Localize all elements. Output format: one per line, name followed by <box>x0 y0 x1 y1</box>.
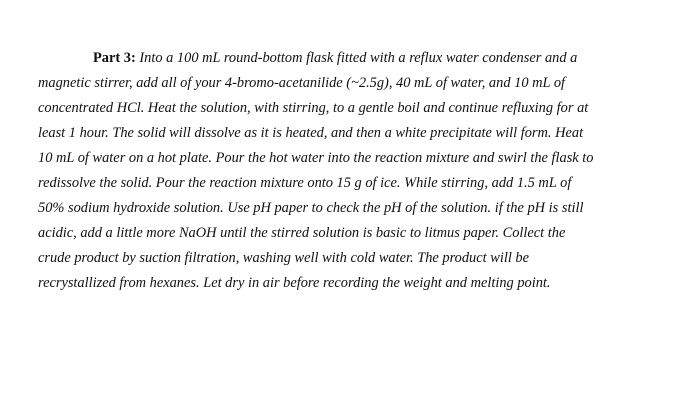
paragraph-line-2: magnetic stirrer, add all of your 4-bromo-acetanilide (~2.5g), 40 mL of water, and 10 mL of <box>38 75 566 91</box>
paragraph-line-1 <box>38 46 678 71</box>
paragraph-line-8: acidic, add a little more NaOH until the stirred solution is basic to litmus paper. Collect the <box>38 225 566 241</box>
paragraph-line-9: crude product by suction filtration, washing well with cold water. The product will be <box>38 250 529 266</box>
paragraph-line-1-text: Into a 100 mL round-bottom flask fitted with a reflux water condenser and a <box>135 50 578 66</box>
paragraph-line-3: concentrated HCl. Heat the solution, with stirring, to a gentle boil and continue refluxing for at <box>38 100 589 116</box>
paragraph-line-4: least 1 hour. The solid will dissolve as it is heated, and then a white precipitate will form. Heat <box>38 125 584 141</box>
paragraph-line-7: 50% sodium hydroxide solution. Use pH paper to check the pH of the solution. if the pH is still <box>38 200 584 216</box>
procedure-paragraph <box>38 46 678 296</box>
part-label: Part 3: <box>93 50 136 66</box>
paragraph-line-10: recrystallized from hexanes. Let dry in air before recording the weight and melting point. <box>38 275 551 291</box>
paragraph-line-6: redissolve the solid. Pour the reaction mixture onto 15 g of ice. While stirring, add 1.5 mL of <box>38 175 572 191</box>
paragraph-line-5: 10 mL of water on a hot plate. Pour the hot water into the reaction mixture and swirl the flask to <box>38 150 594 166</box>
